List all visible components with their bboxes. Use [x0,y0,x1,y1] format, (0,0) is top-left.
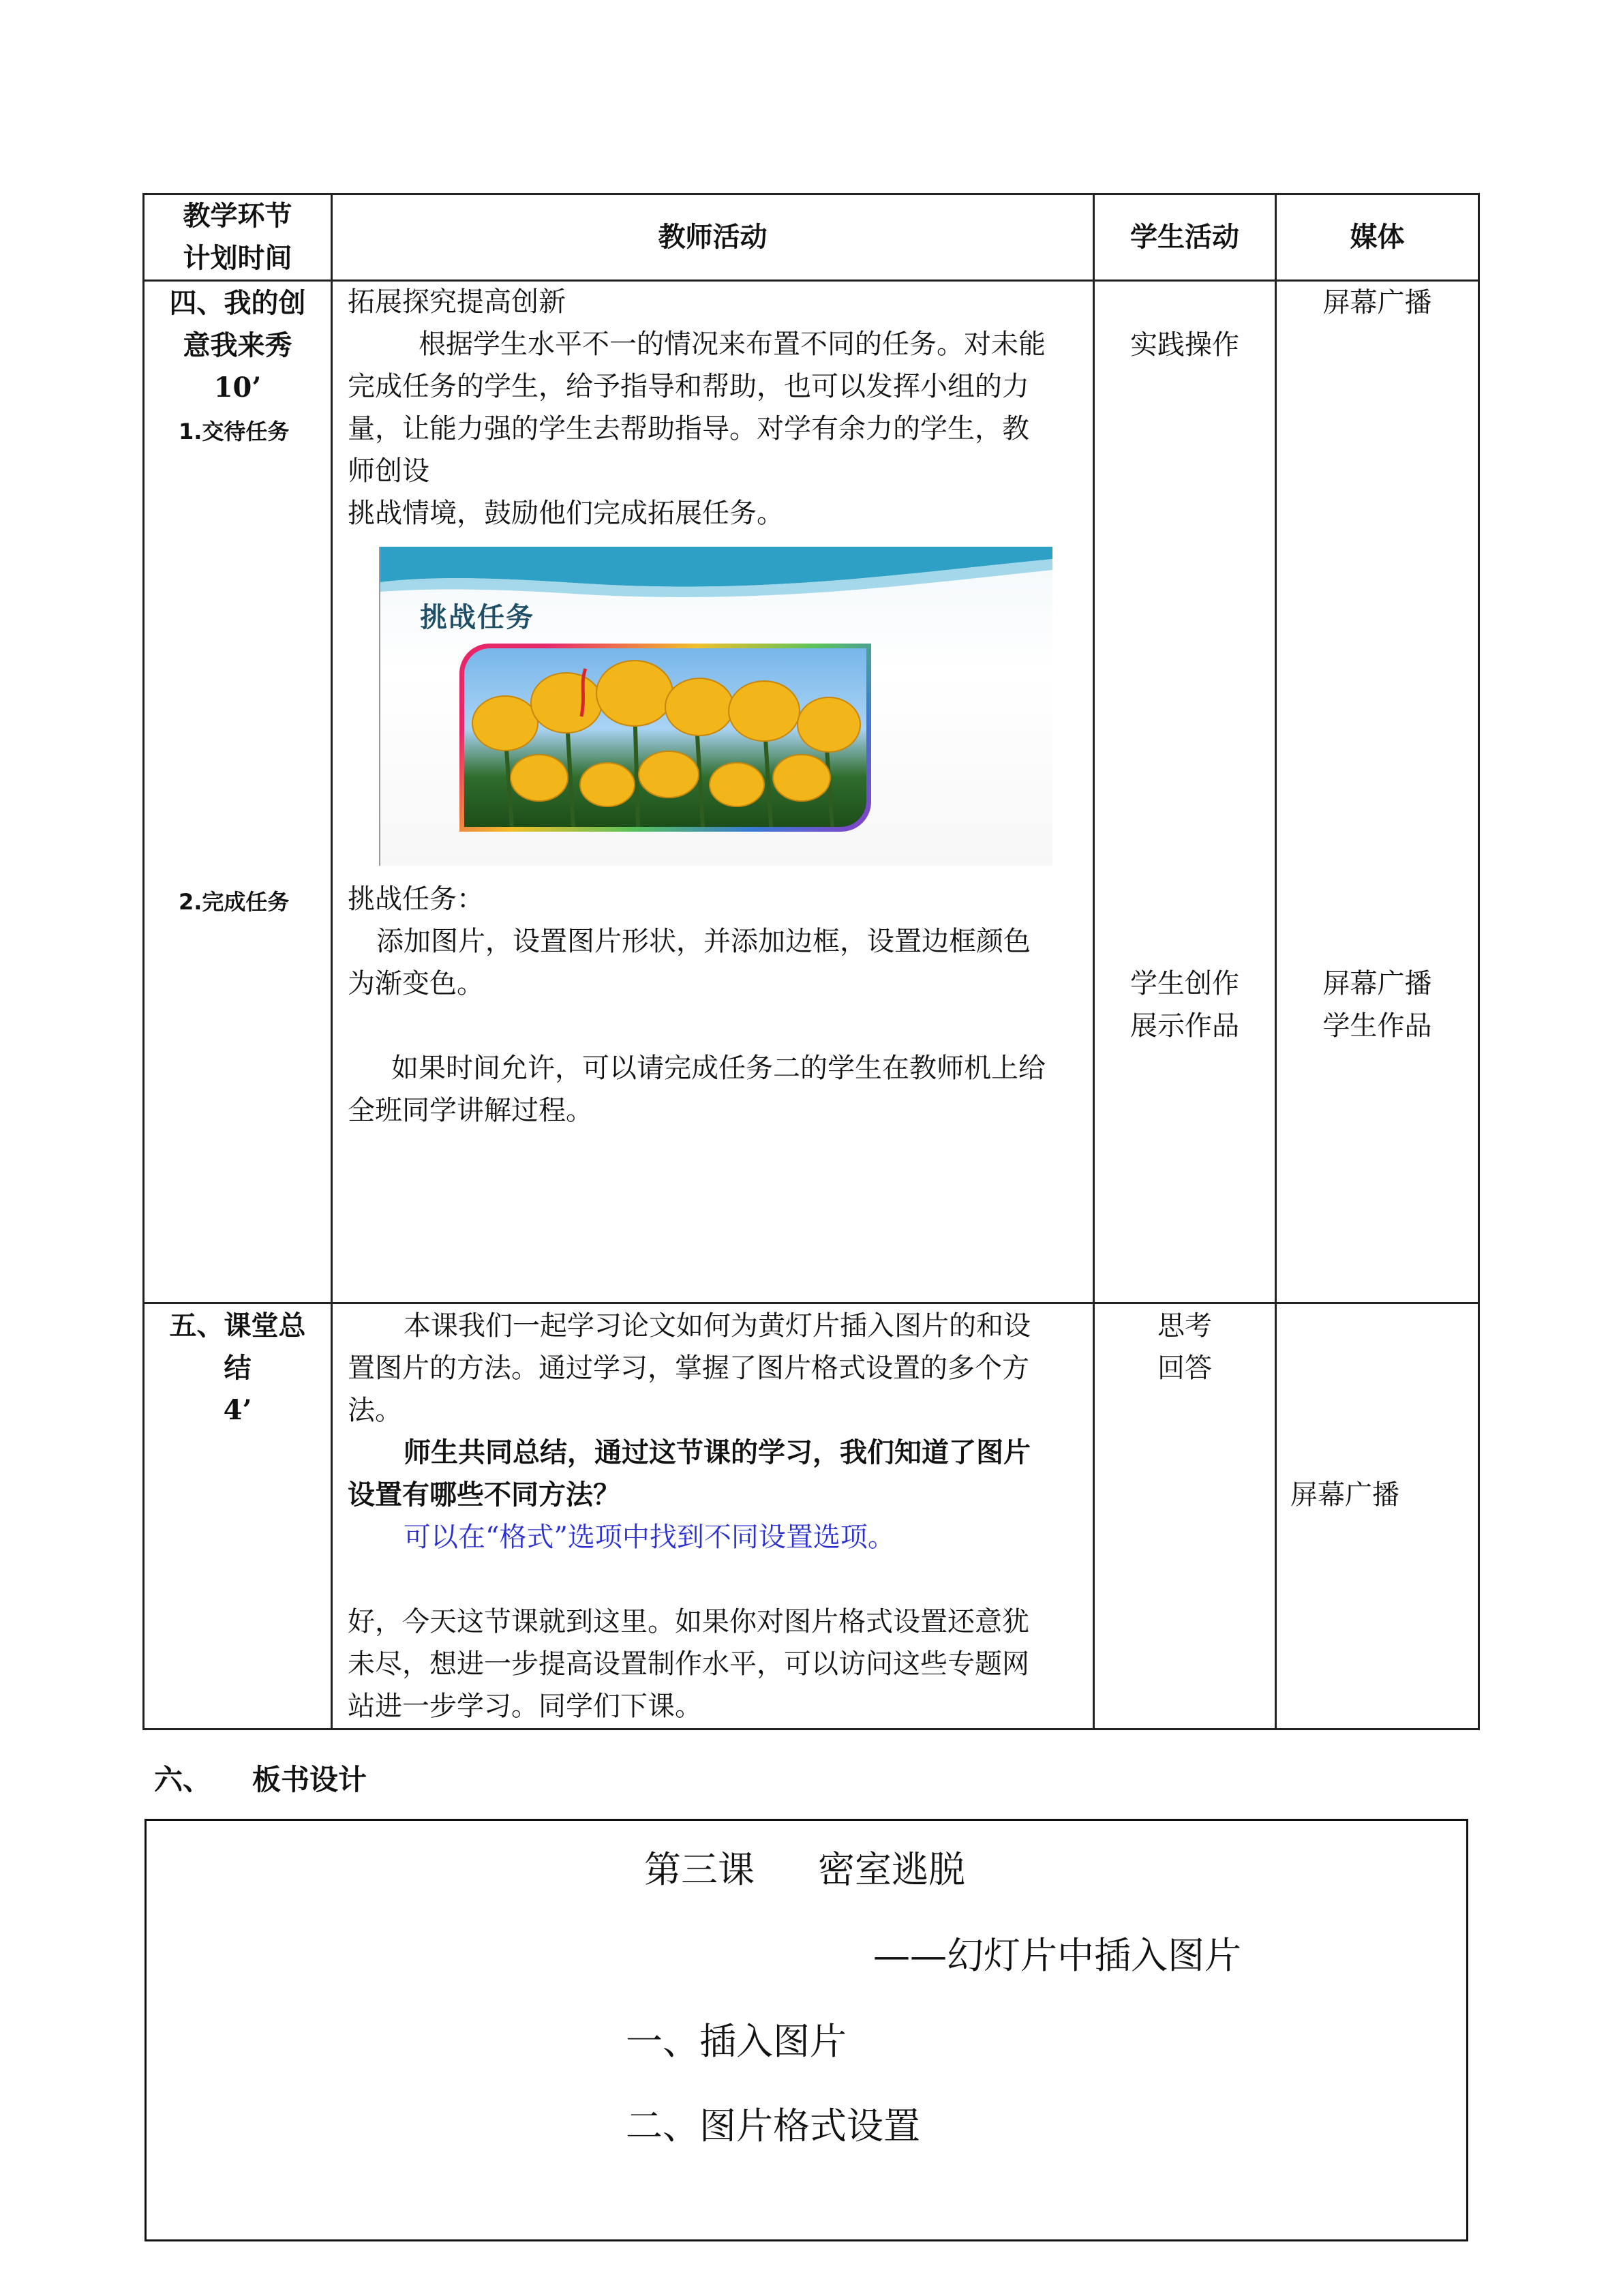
tulip-photo [464,648,866,827]
board-point-2: 二、图片格式设置 [626,2104,920,2147]
header-stage [145,195,331,280]
row2-teacher-p2-line3: 站进一步学习。同学们下课。 [348,1691,702,1722]
row2-teacher-p1-line1: 本课我们一起学习论文如何为黄灯片插入图片的和设 [404,1310,1031,1342]
row2-summary-question-line1: 师生共同总结，通过这节课的学习，我们知道了图片 [404,1436,1031,1468]
row1-stage-line1: 四、我的创 [169,287,306,319]
row2-student [1095,1305,1275,1389]
row2-stage [145,1305,331,1432]
row2-student-line2: 回答 [1157,1353,1212,1384]
header-media: 媒体 [1350,222,1405,253]
slide-wave-decoration [380,547,1052,601]
row2-teacher-p2-line1: 好，今天这节课就到这里。如果你对图片格式设置还意犹 [348,1606,1029,1637]
row2-teacher-p1-line2: 置图片的方法。通过学习，掌握了图片格式设置的多个方 [348,1353,1029,1384]
slide-title: 挑战任务 [420,602,534,633]
table-border-top [142,193,1480,195]
row1-student-1: 实践操作 [1130,329,1239,361]
board-lesson-title: 密室逃脱 [818,1848,965,1891]
section6-title: 板书设计 [252,1763,367,1796]
board-point-1: 一、插入图片 [626,2020,847,2063]
row1-teacher-p1-line5: 挑战情境，鼓励他们完成拓展任务。 [348,498,784,529]
table-border-bottom [142,1728,1480,1730]
row1-teacher-text [348,281,1091,534]
row1-teacher-p1-line2: 完成任务的学生，给予指导和帮助，也可以发挥小组的力 [348,371,1029,402]
row1-task-line1: 添加图片，设置图片形状，并添加边框，设置边框颜色 [376,926,1031,957]
row1-extra-line1: 如果时间允许，可以请完成任务二的学生在教师机上给 [391,1053,1046,1084]
row1-student-2-line2: 展示作品 [1130,1010,1239,1042]
table-col-divider-1 [331,193,333,1730]
row2-summary-question-line2: 设置有哪些不同方法？ [348,1479,620,1511]
header-stage-line2: 计划时间 [183,243,292,274]
row2-teacher-text [348,1305,1091,1727]
table-row-divider [142,1302,1480,1304]
tulip-illustration [464,648,866,827]
tulip-photo-frame [459,644,871,832]
header-teacher: 教师活动 [658,222,768,253]
row1-extra-line2: 全班同学讲解过程。 [348,1095,593,1126]
row1-media-2-line1: 屏幕广播 [1322,968,1432,999]
table-col-divider-3 [1275,193,1277,1730]
header-student: 学生活动 [1130,222,1239,253]
table-col-divider-2 [1093,193,1095,1730]
board-subtitle: ——幻灯片中插入图片 [873,1934,1241,1977]
row1-step2: 2.完成任务 [179,889,290,915]
header-stage-line1: 教学环节 [183,200,292,232]
row1-teacher-task [348,878,1091,1132]
row1-media-2-line2: 学生作品 [1322,1010,1432,1042]
board-lesson-number: 第三课 [644,1848,755,1891]
row1-stage-time: 10’ [213,372,262,404]
row2-stage-line1: 五、课堂总 [169,1310,306,1342]
row2-student-line1: 思考 [1157,1310,1212,1342]
challenge-slide-image [379,547,1052,866]
row1-media-2 [1277,963,1478,1047]
row1-student-2 [1095,963,1275,1047]
row2-teacher-p1-line3: 法。 [348,1395,402,1426]
row1-media-1: 屏幕广播 [1322,287,1432,318]
table-border-right [1478,193,1480,1730]
row1-teacher-p1-line4: 师创设 [348,455,429,487]
row1-task-title: 挑战任务： [348,883,484,915]
board-design-box [145,1819,1468,2241]
section6-number: 六、 [154,1763,212,1796]
row2-summary-answer: 可以在“格式”选项中找到不同设置选项。 [404,1522,895,1553]
row1-student-2-line1: 学生创作 [1130,968,1239,999]
row1-stage-line2: 意我来秀 [183,329,292,361]
row1-step1: 1.交待任务 [179,419,290,444]
row2-teacher-p2-line2: 未尽，想进一步提高设置制作水平，可以访问这些专题网 [348,1648,1029,1680]
row2-stage-time: 4’ [223,1394,252,1426]
row1-task-line2: 为渐变色。 [348,968,484,999]
table-border-left [142,193,145,1730]
row1-stage [145,282,331,409]
row1-teacher-title: 拓展探究提高创新 [348,286,566,318]
row2-stage-line2: 结 [224,1352,252,1384]
row2-media: 屏幕广播 [1290,1479,1399,1511]
row1-teacher-p1-line1: 根据学生水平不一的情况来布置不同的任务。对未能 [419,329,1046,360]
row1-teacher-p1-line3: 量，让能力强的学生去帮助指导。对学有余力的学生，教 [348,413,1029,444]
